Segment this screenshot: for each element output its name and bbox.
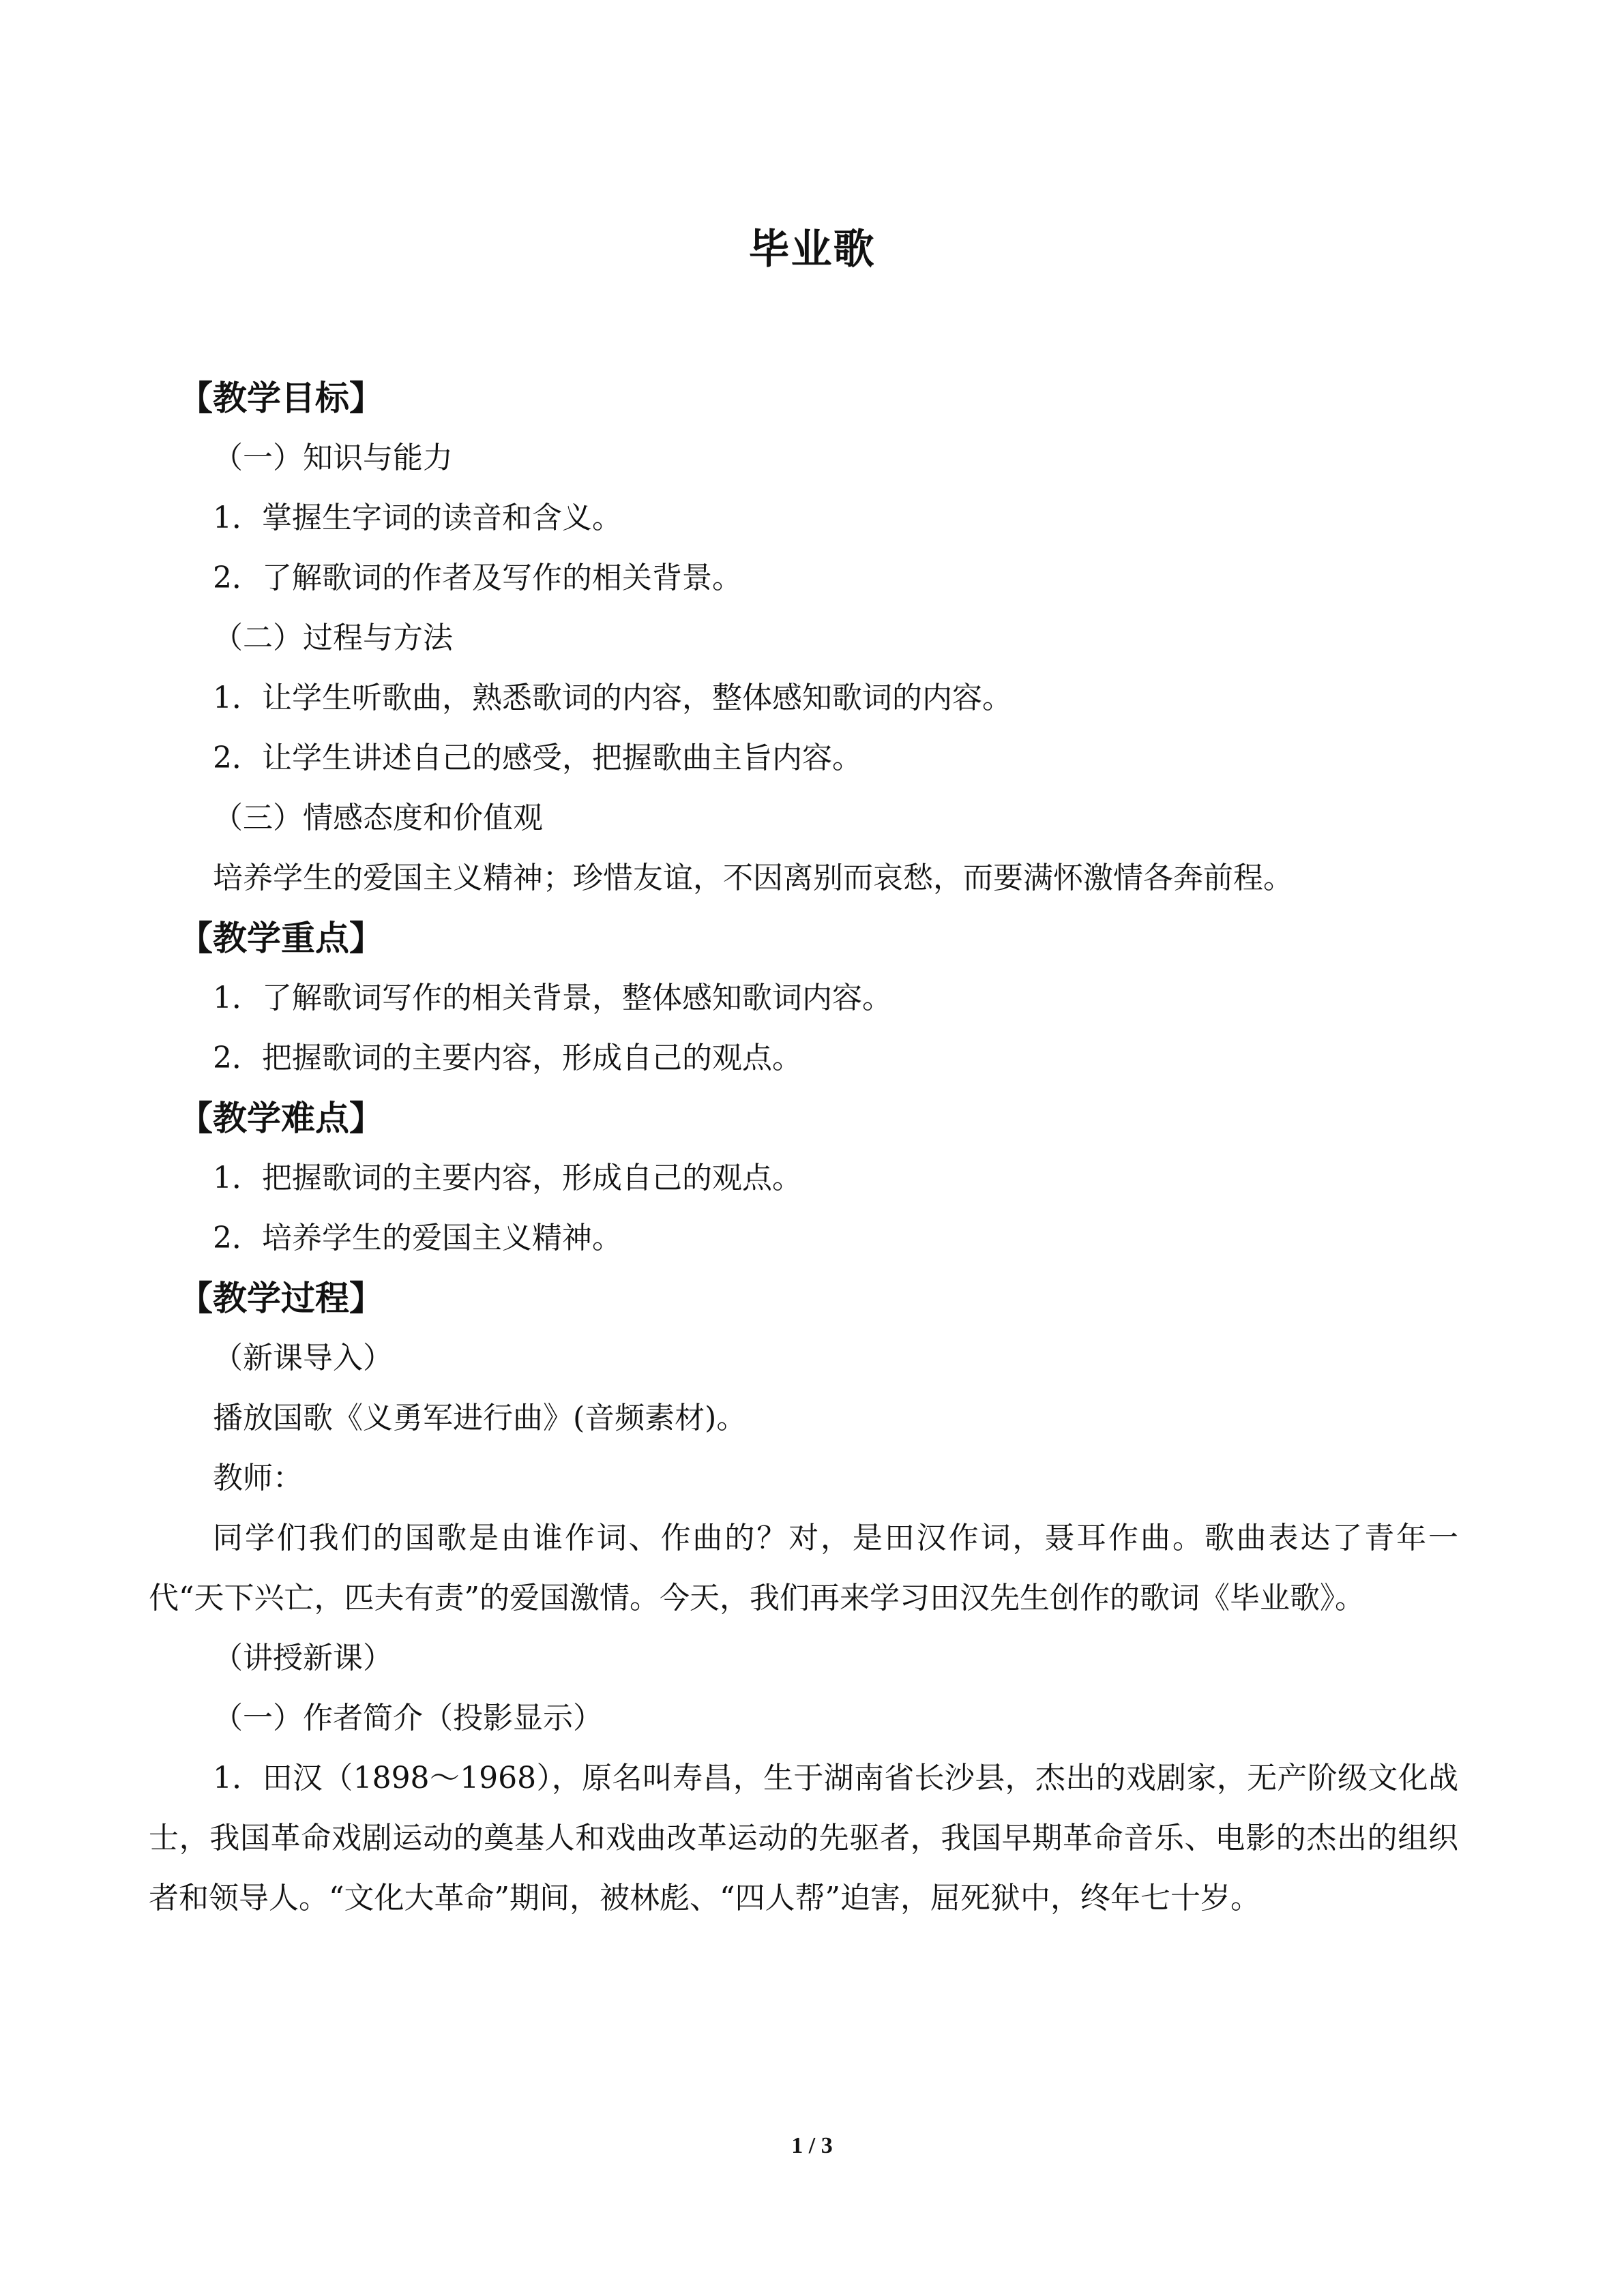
emotion-text: 培养学生的爱国主义精神；珍惜友谊，不因离别而哀愁，而要满怀激情各奔前程。 (213, 861, 1293, 895)
page-number: 1 / 3 (791, 2133, 833, 2158)
subheading-process-method: （二）过程与方法 (213, 621, 453, 655)
list-item: 1．把握歌词的主要内容，形成自己的观点。 (213, 1161, 802, 1195)
subheading-author: （一）作者简介（投影显示） (213, 1701, 603, 1735)
list-item: 1．了解歌词写作的相关背景，整体感知歌词内容。 (213, 981, 892, 1015)
subheading-emotion: （三）情感态度和价值观 (213, 801, 543, 835)
heading-difficulties: 【教学难点】 (179, 1099, 383, 1138)
subheading-knowledge: （一）知识与能力 (213, 441, 453, 475)
heading-teaching-process: 【教学过程】 (179, 1279, 383, 1318)
list-item: 1．掌握生字词的读音和含义。 (213, 501, 622, 535)
heading-objectives: 【教学目标】 (179, 378, 383, 418)
list-item: 2．培养学生的爱国主义精神。 (213, 1221, 622, 1255)
list-item: 1．让学生听歌曲，熟悉歌词的内容，整体感知歌词的内容。 (213, 681, 1012, 715)
subheading-intro: （新课导入） (213, 1341, 393, 1375)
author-paragraph: 1．田汉（1898～1968），原名叫寿昌，生于湖南省长沙县，杰出的戏剧家，无产阶级文化战士，我国革命戏剧运动的奠基人和戏曲改革运动的先驱者，我国早期革命音乐、电影的杰出的组织者和领导人。“文化大革命”期间，被林彪、“四人帮”迫害，屈死狱中，终年七十岁。 (149, 1761, 1458, 1915)
intro-text: 播放国歌《义勇军进行曲》(音频素材)。 (213, 1401, 747, 1435)
subheading-new-lesson: （讲授新课） (213, 1641, 393, 1675)
page-title: 毕业歌 (748, 226, 876, 273)
heading-key-points: 【教学重点】 (179, 919, 383, 958)
teacher-paragraph: 同学们我们的国歌是由谁作词、作曲的？对，是田汉作词，聂耳作曲。歌曲表达了青年一代“天下兴亡，匹夫有责”的爱国激情。今天，我们再来学习田汉先生创作的歌词《毕业歌》。 (149, 1521, 1458, 1615)
list-item: 2．把握歌词的主要内容，形成自己的观点。 (213, 1041, 802, 1075)
list-item: 2．了解歌词的作者及写作的相关背景。 (213, 561, 742, 595)
teacher-label: 教师： (213, 1461, 303, 1495)
document-body (149, 368, 1458, 1928)
list-item: 2．让学生讲述自己的感受，把握歌曲主旨内容。 (213, 741, 862, 775)
